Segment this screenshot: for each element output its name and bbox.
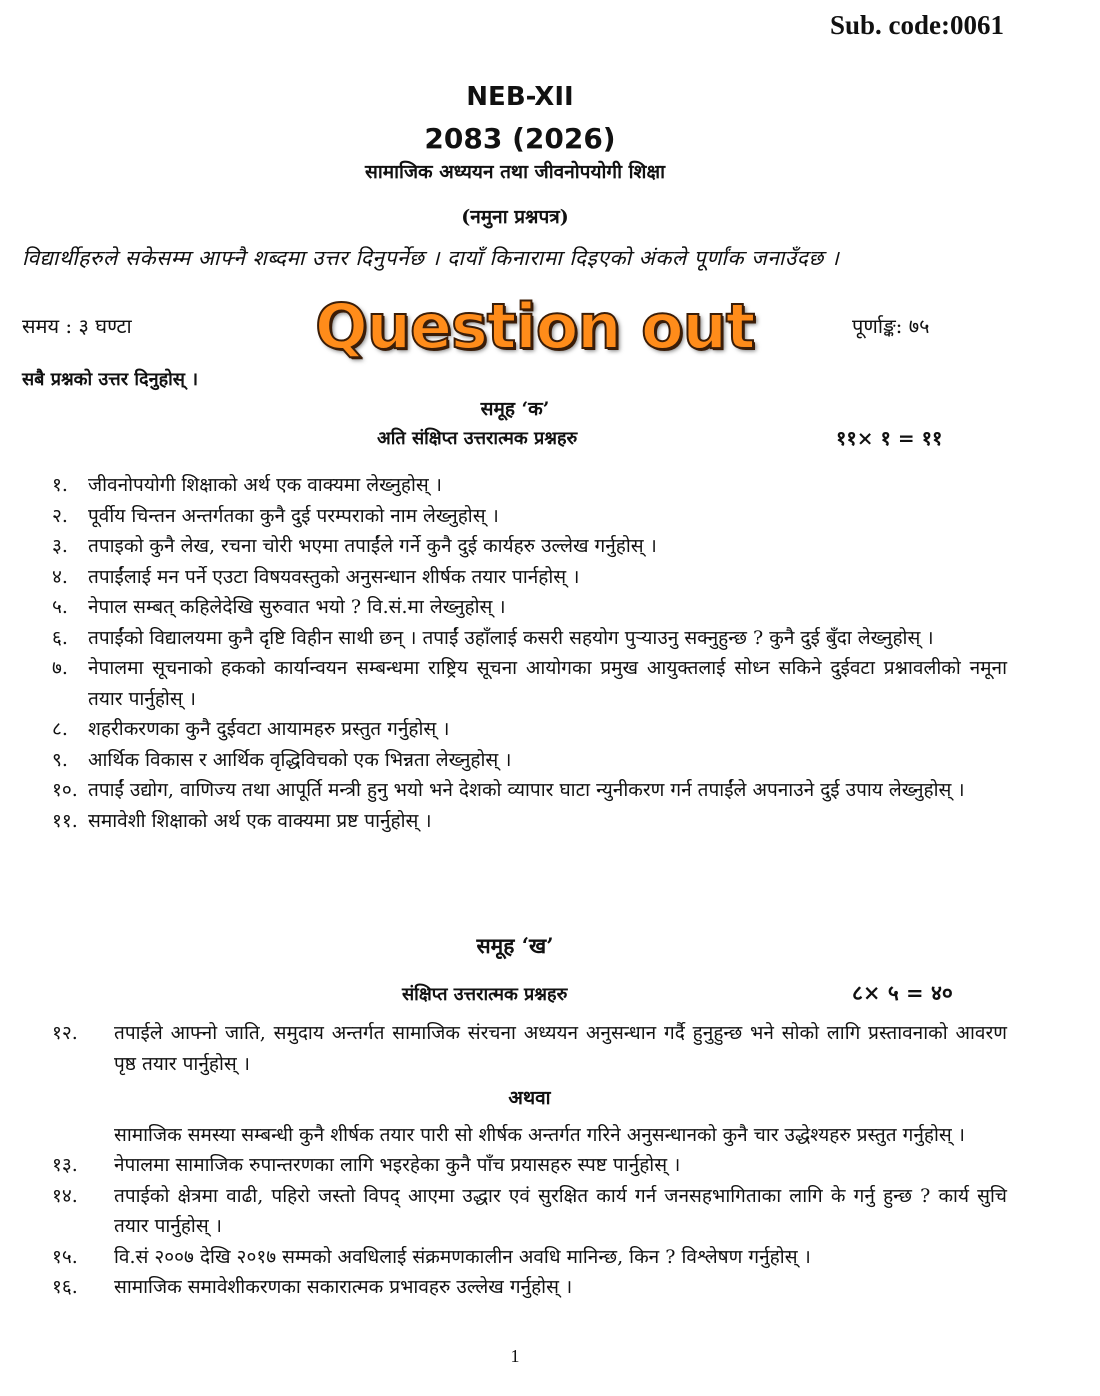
question-text: शहरीकरणका कुनै दुईवटा आयामहरु प्रस्तुत गर्नुहोस् । xyxy=(88,718,450,740)
exam-year: 2083 (2026) xyxy=(424,122,616,155)
question-text: समावेशी शिक्षाको अर्थ एक वाक्यमा प्रष्ट पार्नुहोस् । xyxy=(88,809,432,832)
question-text: सामाजिक समावेशीकरणका सकारात्मक प्रभावहरु उल्लेख गर्नुहोस् । xyxy=(114,1276,573,1298)
question-number: ४. xyxy=(52,565,68,588)
question-text: तपाइको कुनै लेख, रचना चोरी भएमा तपाईंले गर्ने कुनै दुई कार्यहरु उल्लेख गर्नुहोस् । xyxy=(88,535,657,557)
question-text: जीवनोपयोगी शिक्षाको अर्थ एक वाक्यमा लेख्नुहोस् । xyxy=(88,474,442,496)
group-b-title: समूह ‘ख’ xyxy=(476,933,554,958)
group-a-subtitle: अति संक्षिप्त उत्तरात्मक प्रश्नहरु xyxy=(377,428,578,449)
question-text: तपाईंको विद्यालयमा कुनै दृष्टि विहीन साथी छन् । तपाईं उहाँलाई कसरी सहयोग पुऱ्याउनु सक्नुहुन्छ ? कुनै दुई बुँदा लेख्नुहोस् । xyxy=(88,626,934,649)
question-item xyxy=(52,470,1007,501)
group-a-question-list xyxy=(52,470,1007,836)
question-number-blank xyxy=(52,1120,114,1151)
question-number: १०. xyxy=(52,779,78,801)
group-b-subtitle: संक्षिप्त उत्तरात्मक प्रश्नहरु xyxy=(402,984,568,1005)
question-item xyxy=(52,562,1007,593)
question-item xyxy=(52,623,1007,654)
question-text: तपाईंलाई मन पर्ने एउटा विषयवस्तुको अनुसन्धान शीर्षक तयार पार्नहोस् । xyxy=(88,565,580,588)
question-number: १. xyxy=(52,474,68,496)
question-number: ५. xyxy=(52,596,68,618)
question-text: तपाईको क्षेत्रमा वाढी, पहिरो जस्तो विपद् आएमा उद्धार एवं सुरक्षित कार्य गर्न जनसहभागिताका लागि के गर्नु हुन्छ ? कार्य सुचि तयार पार्नुहोस् । xyxy=(114,1184,1007,1237)
group-a-title: समूह ‘क’ xyxy=(480,398,550,420)
time-allowed: समय : ३ घण्टा xyxy=(22,314,132,338)
question-number: २. xyxy=(52,504,68,527)
question-number: ७. xyxy=(52,657,68,679)
question-number: १२. xyxy=(52,1022,78,1044)
or-separator: अथवा xyxy=(508,1087,551,1109)
group-b-question-list xyxy=(52,1018,1007,1303)
question-number: १६. xyxy=(52,1276,78,1298)
question-item xyxy=(52,1181,1007,1242)
question-number: १३. xyxy=(52,1154,78,1176)
group-a-marks: ११× १ = ११ xyxy=(836,426,943,450)
question-item xyxy=(52,653,1007,714)
question-item xyxy=(52,1242,1007,1273)
question-item xyxy=(52,745,1007,776)
question-text: नेपालमा सूचनाको हकको कार्यान्वयन सम्बन्धमा राष्ट्रिय सूचना आयोगका प्रमुख आयुक्तलाई सोध्न सकिने दुईवटा प्रश्नावलीको नमूना तयार पार्नुहोस् । xyxy=(88,657,1007,710)
question-item xyxy=(52,714,1007,745)
question-item xyxy=(52,806,1007,837)
question-item xyxy=(52,1120,1007,1151)
question-text: नेपाल सम्बत् कहिलेदेखि सुरुवात भयो ? वि.सं.मा लेख्नुहोस् । xyxy=(88,596,506,618)
question-number: १५. xyxy=(52,1245,78,1268)
question-item xyxy=(52,1150,1007,1181)
answer-all-instruction: सबै प्रश्नको उत्तर दिनुहोस् । xyxy=(22,369,199,390)
subject-code: Sub. code:0061 xyxy=(829,10,1004,40)
full-marks: पूर्णाङ्क: ७५ xyxy=(852,314,930,338)
group-b-marks: ८× ५ = ४० xyxy=(852,980,953,1005)
question-text: तपाईले आफ्नो जाति, समुदाय अन्तर्गत सामाजिक संरचना अध्ययन अनुसन्धान गर्दै हुनुहुन्छ भने सोको लागि प्रस्तावनाको आवरण पृष्ठ तयार पार्नुहोस् । xyxy=(114,1022,1007,1075)
question-item xyxy=(52,775,1007,806)
question-item xyxy=(52,501,1007,532)
question-item xyxy=(52,592,1007,623)
question-text: तपाईं उद्योग, वाणिज्य तथा आपूर्ति मन्त्री हुनु भयो भने देशको व्यापार घाटा न्युनीकरण गर्न तपाईंले अपनाउने दुई उपाय लेख्नुहोस् । xyxy=(88,779,965,801)
question-text: आर्थिक विकास र आर्थिक वृद्धिविचको एक भिन्नता लेख्नुहोस् । xyxy=(88,748,512,771)
question-number: ८. xyxy=(52,718,68,740)
question-number: ६. xyxy=(52,626,68,649)
question-text: नेपालमा सामाजिक रुपान्तरणका लागि भइरहेका कुनै पाँच प्रयासहरु स्पष्ट पार्नुहोस् । xyxy=(114,1154,681,1176)
general-instruction: विद्यार्थीहरुले सकेसम्म आफ्नै शब्दमा उत्तर दिनुपर्नेछ । दायाँ किनारामा दिइएको अंकले पूर्णांक जनाउँदछ । xyxy=(22,246,840,270)
question-item xyxy=(52,1272,1007,1303)
question-text: सामाजिक समस्या सम्बन्धी कुनै शीर्षक तयार पारी सो शीर्षक अन्तर्गत गरिने अनुसन्धानको कुनै चार उद्धेश्यहरु प्रस्तुत गर्नुहोस् । xyxy=(114,1123,965,1146)
model-paper-label: (नमुना प्रश्नपत्र) xyxy=(461,206,569,228)
question-out-watermark: Question out xyxy=(315,290,755,363)
question-text: पूर्वीय चिन्तन अन्तर्गतका कुनै दुई परम्पराको नाम लेख्नुहोस् । xyxy=(88,504,499,527)
question-item xyxy=(52,531,1007,562)
question-text: वि.सं २००७ देखि २०१७ सम्मको अवधिलाई संक्रमणकालीन अवधि मानिन्छ, किन ? विश्लेषण गर्नुहोस् । xyxy=(114,1245,811,1268)
question-number: ११. xyxy=(52,809,78,832)
subject-title: सामाजिक अध्ययन तथा जीवनोपयोगी शिक्षा xyxy=(364,161,666,183)
board-title: NEB-XII xyxy=(466,82,574,112)
page-number: 1 xyxy=(510,1346,520,1366)
question-number: ३. xyxy=(52,535,68,557)
question-item xyxy=(52,1018,1007,1079)
question-number: ९. xyxy=(52,748,68,771)
question-number: १४. xyxy=(52,1184,78,1207)
